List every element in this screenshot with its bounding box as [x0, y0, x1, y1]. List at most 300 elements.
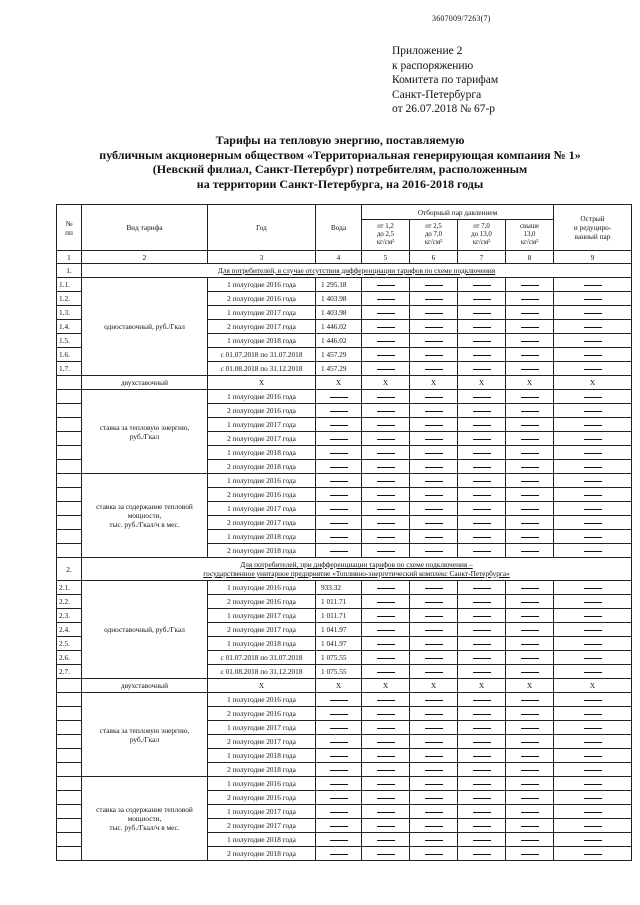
row-number	[57, 833, 82, 847]
empty-cell	[316, 432, 362, 446]
empty-cell	[506, 777, 554, 791]
dash-mark	[473, 644, 491, 645]
dash-mark	[584, 299, 602, 300]
empty-cell	[506, 609, 554, 623]
dash-mark	[377, 630, 395, 631]
empty-cell	[506, 530, 554, 544]
dash-mark	[584, 481, 602, 482]
dash-mark	[521, 425, 539, 426]
empty-cell	[458, 819, 506, 833]
dash-mark	[473, 285, 491, 286]
empty-cell	[554, 693, 632, 707]
empty-cell	[554, 348, 632, 362]
empty-cell	[554, 460, 632, 474]
empty-cell	[458, 665, 506, 679]
tariff-type-label: одноставочный, руб./Гкал	[82, 581, 208, 679]
empty-cell	[554, 530, 632, 544]
table-row	[57, 693, 632, 707]
empty-cell	[362, 777, 410, 791]
x-mark: X	[316, 679, 362, 693]
header-steam-3: от 7,0 до 13,0 кг/см²	[458, 220, 506, 251]
empty-cell	[458, 474, 506, 488]
dash-mark	[521, 798, 539, 799]
dash-mark	[425, 854, 443, 855]
dash-mark	[330, 812, 348, 813]
empty-cell	[506, 544, 554, 558]
dash-mark	[425, 523, 443, 524]
empty-cell	[362, 693, 410, 707]
empty-cell	[316, 390, 362, 404]
row-number	[57, 516, 82, 530]
empty-cell	[316, 819, 362, 833]
row-number	[57, 679, 82, 693]
row-number	[57, 763, 82, 777]
period-cell: 2 полугодие 2017 года	[208, 819, 316, 833]
two-part-row	[57, 376, 632, 390]
dash-mark	[330, 714, 348, 715]
water-value: 1 457.29	[316, 362, 362, 376]
empty-cell	[410, 777, 458, 791]
empty-cell	[554, 595, 632, 609]
empty-cell	[316, 805, 362, 819]
empty-cell	[554, 516, 632, 530]
empty-cell	[458, 292, 506, 306]
empty-cell	[458, 460, 506, 474]
dash-mark	[425, 439, 443, 440]
table-row	[57, 390, 632, 404]
dash-mark	[425, 672, 443, 673]
empty-cell	[362, 581, 410, 595]
empty-cell	[506, 278, 554, 292]
empty-cell	[410, 763, 458, 777]
empty-cell	[554, 544, 632, 558]
empty-cell	[362, 362, 410, 376]
empty-cell	[458, 847, 506, 861]
dash-mark	[473, 616, 491, 617]
period-cell: с 01.07.2018 по 31.07.2018	[208, 651, 316, 665]
dash-mark	[584, 826, 602, 827]
empty-cell	[506, 763, 554, 777]
empty-cell	[362, 735, 410, 749]
dash-mark	[425, 327, 443, 328]
dash-mark	[473, 481, 491, 482]
water-value: 1 446.02	[316, 320, 362, 334]
empty-cell	[362, 609, 410, 623]
empty-cell	[362, 432, 410, 446]
empty-cell	[554, 637, 632, 651]
empty-cell	[506, 334, 554, 348]
dash-mark	[521, 644, 539, 645]
empty-cell	[316, 735, 362, 749]
period-cell: 2 полугодие 2018 года	[208, 763, 316, 777]
dash-mark	[473, 523, 491, 524]
empty-cell	[554, 847, 632, 861]
dash-mark	[425, 495, 443, 496]
dash-mark	[473, 537, 491, 538]
empty-cell	[410, 693, 458, 707]
dash-mark	[584, 700, 602, 701]
dash-mark	[473, 327, 491, 328]
dash-mark	[521, 313, 539, 314]
empty-cell	[458, 306, 506, 320]
empty-cell	[458, 791, 506, 805]
period-cell: 1 полугодие 2018 года	[208, 530, 316, 544]
dash-mark	[584, 644, 602, 645]
empty-cell	[458, 502, 506, 516]
x-mark: X	[506, 679, 554, 693]
empty-cell	[554, 404, 632, 418]
section-title-line: государственное унитарное предприятие «Топливно-энергетический комплекс Санкт-Петербурга»	[203, 569, 510, 578]
header-steam-4: свыше 13,0 кг/см²	[506, 220, 554, 251]
water-value: 1 457.29	[316, 348, 362, 362]
empty-cell	[316, 502, 362, 516]
empty-cell	[506, 623, 554, 637]
dash-mark	[425, 313, 443, 314]
appendix-block	[392, 44, 498, 117]
dash-mark	[584, 425, 602, 426]
header-steam-group: Отборный пар давлением	[362, 205, 554, 220]
empty-cell	[506, 474, 554, 488]
dash-mark	[377, 467, 395, 468]
dash-mark	[425, 798, 443, 799]
dash-mark	[584, 784, 602, 785]
empty-cell	[554, 581, 632, 595]
dash-mark	[584, 714, 602, 715]
dash-mark	[425, 481, 443, 482]
dash-mark	[377, 439, 395, 440]
empty-cell	[410, 348, 458, 362]
appendix-line: Комитета по тарифам	[392, 74, 499, 86]
period-cell: 2 полугодие 2017 года	[208, 623, 316, 637]
dash-mark	[425, 369, 443, 370]
period-cell: 2 полугодие 2016 года	[208, 488, 316, 502]
dash-mark	[473, 588, 491, 589]
empty-cell	[316, 763, 362, 777]
table-row	[57, 581, 632, 595]
dash-mark	[377, 812, 395, 813]
dash-mark	[584, 369, 602, 370]
dash-mark	[584, 742, 602, 743]
dash-mark	[377, 411, 395, 412]
dash-mark	[377, 854, 395, 855]
dash-mark	[330, 784, 348, 785]
dash-mark	[377, 700, 395, 701]
empty-cell	[554, 292, 632, 306]
dash-mark	[473, 551, 491, 552]
period-cell: 1 полугодие 2017 года	[208, 609, 316, 623]
empty-cell	[362, 530, 410, 544]
dash-mark	[584, 313, 602, 314]
empty-cell	[506, 390, 554, 404]
dash-mark	[584, 285, 602, 286]
empty-cell	[554, 432, 632, 446]
empty-cell	[554, 334, 632, 348]
empty-cell	[458, 833, 506, 847]
dash-mark	[425, 588, 443, 589]
dash-mark	[425, 602, 443, 603]
empty-cell	[458, 623, 506, 637]
dash-mark	[425, 658, 443, 659]
dash-mark	[377, 798, 395, 799]
water-value: 1 075.55	[316, 651, 362, 665]
empty-cell	[554, 805, 632, 819]
period-cell: 1 полугодие 2016 года	[208, 581, 316, 595]
empty-cell	[362, 418, 410, 432]
dash-mark	[473, 355, 491, 356]
label-line: ставка за содержание тепловой	[96, 805, 193, 814]
dash-mark	[521, 467, 539, 468]
period-cell: 2 полугодие 2017 года	[208, 735, 316, 749]
water-value: 1 403.98	[316, 292, 362, 306]
dash-mark	[425, 453, 443, 454]
period-cell: с 01.08.2018 по 31.12.2018	[208, 665, 316, 679]
row-number: 1.3.	[57, 306, 82, 320]
empty-cell	[458, 721, 506, 735]
x-mark: X	[554, 376, 632, 390]
empty-cell	[506, 446, 554, 460]
empty-cell	[362, 847, 410, 861]
empty-cell	[506, 847, 554, 861]
title-line: на территории Санкт-Петербурга, на 2016-2018 годы	[196, 176, 484, 191]
dash-mark	[584, 439, 602, 440]
empty-cell	[554, 763, 632, 777]
dash-mark	[521, 299, 539, 300]
dash-mark	[330, 523, 348, 524]
dash-mark	[473, 341, 491, 342]
empty-cell	[362, 763, 410, 777]
dash-mark	[521, 630, 539, 631]
dash-mark	[425, 714, 443, 715]
empty-cell	[410, 735, 458, 749]
period-cell: 2 полугодие 2018 года	[208, 847, 316, 861]
x-mark: X	[554, 679, 632, 693]
empty-cell	[410, 721, 458, 735]
dash-mark	[584, 453, 602, 454]
dash-mark	[425, 355, 443, 356]
row-number: 1.1.	[57, 278, 82, 292]
x-mark: X	[458, 679, 506, 693]
period-cell: 1 полугодие 2018 года	[208, 749, 316, 763]
dash-mark	[584, 812, 602, 813]
empty-cell	[362, 292, 410, 306]
dash-mark	[521, 369, 539, 370]
empty-cell	[362, 749, 410, 763]
row-number: 1.4.	[57, 320, 82, 334]
appendix-line: Санкт-Петербурга	[392, 88, 482, 101]
label-line: тыс. руб./Гкал/ч в мес.	[109, 823, 180, 832]
row-number	[57, 847, 82, 861]
empty-cell	[506, 707, 554, 721]
dash-mark	[377, 588, 395, 589]
dash-mark	[584, 588, 602, 589]
row-number	[57, 544, 82, 558]
empty-cell	[362, 791, 410, 805]
dash-mark	[330, 756, 348, 757]
dash-mark	[330, 453, 348, 454]
period-cell: 1 полугодие 2017 года	[208, 306, 316, 320]
empty-cell	[506, 791, 554, 805]
row-number	[57, 376, 82, 390]
dash-mark	[330, 397, 348, 398]
section-header-row	[57, 558, 632, 581]
x-mark: X	[410, 679, 458, 693]
dash-mark	[521, 439, 539, 440]
empty-cell	[458, 637, 506, 651]
empty-cell	[506, 306, 554, 320]
dash-mark	[377, 285, 395, 286]
dash-mark	[521, 672, 539, 673]
dash-mark	[521, 854, 539, 855]
empty-cell	[506, 805, 554, 819]
empty-cell	[458, 749, 506, 763]
dash-mark	[330, 551, 348, 552]
dash-mark	[521, 700, 539, 701]
empty-cell	[458, 362, 506, 376]
header-num: № пп	[57, 205, 82, 251]
two-part-row	[57, 679, 632, 693]
tariff-type-label: двухставочный	[82, 376, 208, 390]
period-cell: 2 полугодие 2017 года	[208, 432, 316, 446]
label-line: мощности,	[127, 814, 162, 823]
dash-mark	[377, 481, 395, 482]
empty-cell	[554, 474, 632, 488]
empty-cell	[316, 791, 362, 805]
dash-mark	[473, 369, 491, 370]
label-line: ставка за тепловую энергию,	[99, 422, 190, 432]
dash-mark	[377, 770, 395, 771]
tariff-table	[56, 204, 632, 861]
dash-mark	[425, 341, 443, 342]
row-number	[57, 693, 82, 707]
dash-mark	[330, 509, 348, 510]
row-number: 2.5.	[57, 637, 82, 651]
x-mark: X	[506, 376, 554, 390]
dash-mark	[521, 756, 539, 757]
dash-mark	[473, 299, 491, 300]
period-cell: 1 полугодие 2018 года	[208, 637, 316, 651]
dash-mark	[330, 728, 348, 729]
header-sharp-steam: Острый и редуциро- ванный пар	[554, 205, 632, 251]
heat-rate-label	[82, 693, 208, 777]
dash-mark	[425, 509, 443, 510]
row-number: 2.4.	[57, 623, 82, 637]
period-cell: 1 полугодие 2018 года	[208, 446, 316, 460]
column-index-row: 1 2 3 4 5 6 7 8 9	[57, 251, 632, 264]
tariff-type-label: двухставочный	[82, 679, 208, 693]
dash-mark	[521, 588, 539, 589]
row-number: 2.2.	[57, 595, 82, 609]
empty-cell	[410, 488, 458, 502]
dash-mark	[584, 728, 602, 729]
dash-mark	[584, 495, 602, 496]
empty-cell	[362, 446, 410, 460]
dash-mark	[377, 299, 395, 300]
empty-cell	[506, 721, 554, 735]
dash-mark	[473, 756, 491, 757]
period-cell: с 01.08.2018 по 31.12.2018	[208, 362, 316, 376]
empty-cell	[458, 805, 506, 819]
empty-cell	[316, 404, 362, 418]
period-cell: 2 полугодие 2016 года	[208, 707, 316, 721]
dash-mark	[377, 602, 395, 603]
period-cell: 1 полугодие 2017 года	[208, 805, 316, 819]
empty-cell	[362, 306, 410, 320]
title-line: Тарифы на тепловую энергию, поставляемую	[215, 133, 465, 147]
dash-mark	[521, 495, 539, 496]
dash-mark	[584, 658, 602, 659]
empty-cell	[316, 833, 362, 847]
empty-cell	[362, 488, 410, 502]
dash-mark	[584, 551, 602, 552]
empty-cell	[362, 721, 410, 735]
dash-mark	[330, 439, 348, 440]
empty-cell	[362, 623, 410, 637]
appendix-line: от 26.07.2018 № 67-р	[392, 103, 496, 115]
empty-cell	[554, 833, 632, 847]
dash-mark	[584, 840, 602, 841]
label-line: ставка за содержание тепловой	[96, 502, 193, 511]
dash-mark	[330, 770, 348, 771]
empty-cell	[316, 530, 362, 544]
empty-cell	[362, 805, 410, 819]
dash-mark	[377, 327, 395, 328]
row-number	[57, 749, 82, 763]
dash-mark	[425, 728, 443, 729]
empty-cell	[458, 651, 506, 665]
empty-cell	[410, 637, 458, 651]
dash-mark	[521, 523, 539, 524]
empty-cell	[362, 502, 410, 516]
dash-mark	[330, 467, 348, 468]
dash-mark	[584, 523, 602, 524]
dash-mark	[473, 467, 491, 468]
empty-cell	[554, 418, 632, 432]
period-cell: 2 полугодие 2018 года	[208, 460, 316, 474]
x-mark: X	[208, 376, 316, 390]
empty-cell	[554, 777, 632, 791]
row-number	[57, 446, 82, 460]
x-mark: X	[316, 376, 362, 390]
empty-cell	[410, 334, 458, 348]
row-number	[57, 819, 82, 833]
dash-mark	[521, 812, 539, 813]
dash-mark	[425, 770, 443, 771]
dash-mark	[521, 453, 539, 454]
dash-mark	[521, 602, 539, 603]
x-mark: X	[410, 376, 458, 390]
dash-mark	[425, 425, 443, 426]
water-value: 1 446.02	[316, 334, 362, 348]
title-line: публичным акционерным обществом «Территориальная генерирующая компания № 1»	[99, 147, 581, 162]
water-value: 1 011.71	[316, 595, 362, 609]
empty-cell	[506, 404, 554, 418]
capacity-rate-label	[82, 777, 208, 861]
x-mark: X	[208, 679, 316, 693]
empty-cell	[362, 390, 410, 404]
dash-mark	[377, 644, 395, 645]
empty-cell	[316, 544, 362, 558]
empty-cell	[458, 404, 506, 418]
dash-mark	[377, 840, 395, 841]
dash-mark	[473, 812, 491, 813]
dash-mark	[377, 714, 395, 715]
empty-cell	[362, 460, 410, 474]
dash-mark	[584, 509, 602, 510]
row-number	[57, 460, 82, 474]
section-header-row	[57, 264, 632, 278]
empty-cell	[410, 581, 458, 595]
dash-mark	[521, 481, 539, 482]
